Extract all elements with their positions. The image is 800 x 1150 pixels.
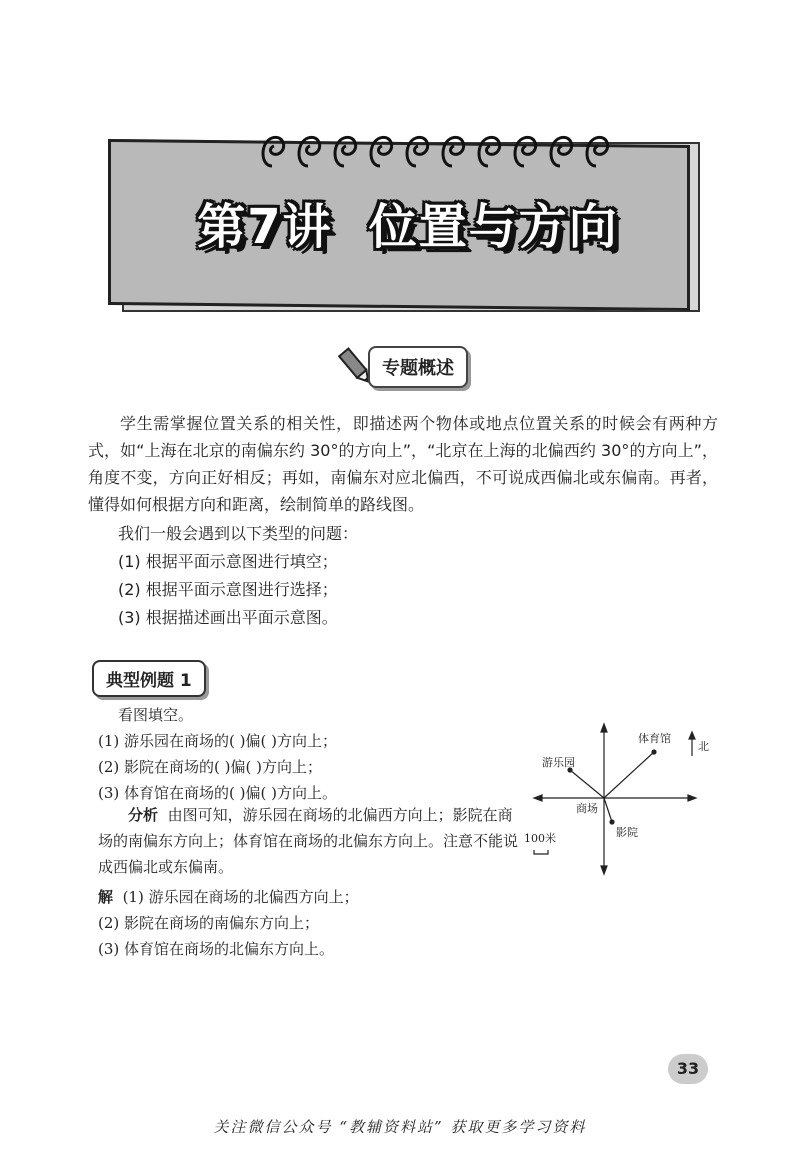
problem-type-list (118, 520, 358, 632)
solution-item: (2) 影院在商场的南偏东方向上； (98, 914, 320, 932)
footer-note: 关注微信公众号 “教辅资料站” 获取更多学习资料 (213, 1118, 587, 1136)
spiral-rings-icon (258, 128, 638, 172)
question-item: (1) 游乐园在商场的( )偏( )方向上； (98, 732, 337, 750)
title-banner (108, 128, 708, 318)
list-item: (2) 根据平面示意图进行选择； (118, 580, 338, 599)
question-item: (3) 体育馆在商场的( )偏( )方向上。 (98, 784, 337, 802)
cinema-point (610, 820, 614, 824)
center-label: 商场 (576, 802, 598, 815)
east-arrow-head (688, 795, 696, 801)
solution-label: 解 (98, 888, 114, 906)
example-intro: 看图填空。 (118, 706, 194, 724)
north-indicator-arrow (689, 732, 695, 739)
section-title: 专题概述 (368, 346, 468, 388)
west-arrow-head (534, 795, 542, 801)
scale-label: 100米 (524, 832, 556, 845)
chapter-name: 位置与方向 (368, 199, 619, 255)
list-intro: 我们一般会遇到以下类型的问题： (118, 524, 359, 543)
playground-label: 游乐园 (542, 756, 575, 769)
example-questions (98, 728, 337, 806)
direction-diagram (520, 718, 720, 878)
north-label: 北 (698, 740, 709, 753)
overview-paragraph: 学生需掌握位置关系的相关性，即描述两个物体或地点位置关系的时候会有两种方式，如“上海在北京的南偏东约 30°的方向上”，“北京在上海的北偏西约 30°的方向上”，角度不变，方向正好相反；再如，南偏东对应北偏西，不可说成西偏北或东偏南。再者，懂得如何根据方向和距离，绘制简单的路线图。 (88, 414, 718, 514)
analysis-text: 由图可知，游乐园在商场的北偏西方向上；影院在商场的南偏东方向上；体育馆在商场的北偏东方向上。注意不能说成西偏北或东偏南。 (98, 806, 519, 876)
cinema-label: 影院 (616, 826, 638, 839)
section-header (338, 344, 468, 390)
gym-line (604, 752, 654, 798)
solution-block (98, 884, 359, 962)
analysis-label: 分析 (128, 806, 159, 824)
south-arrow-head (601, 866, 607, 874)
gym-label: 体育馆 (638, 732, 671, 745)
page-number: 33 (668, 1054, 708, 1084)
analysis-paragraph (98, 802, 518, 880)
cinema-line (604, 798, 612, 822)
playground-line (570, 770, 604, 798)
gym-point (652, 750, 656, 754)
solution-item: 解 (1) 游乐园在商场的北偏西方向上； (98, 888, 359, 906)
chapter-title (108, 188, 708, 257)
list-item: (1) 根据平面示意图进行填空； (118, 552, 338, 571)
scale-bar (534, 850, 548, 854)
question-item: (2) 影院在商场的( )偏( )方向上； (98, 758, 322, 776)
north-arrow-head (601, 724, 607, 732)
example-tag: 典型例题 1 (92, 660, 206, 697)
chapter-number: 第7讲 (197, 199, 333, 255)
list-item: (3) 根据描述画出平面示意图。 (118, 608, 338, 627)
solution-item: (3) 体育馆在商场的北偏东方向上。 (98, 940, 335, 958)
